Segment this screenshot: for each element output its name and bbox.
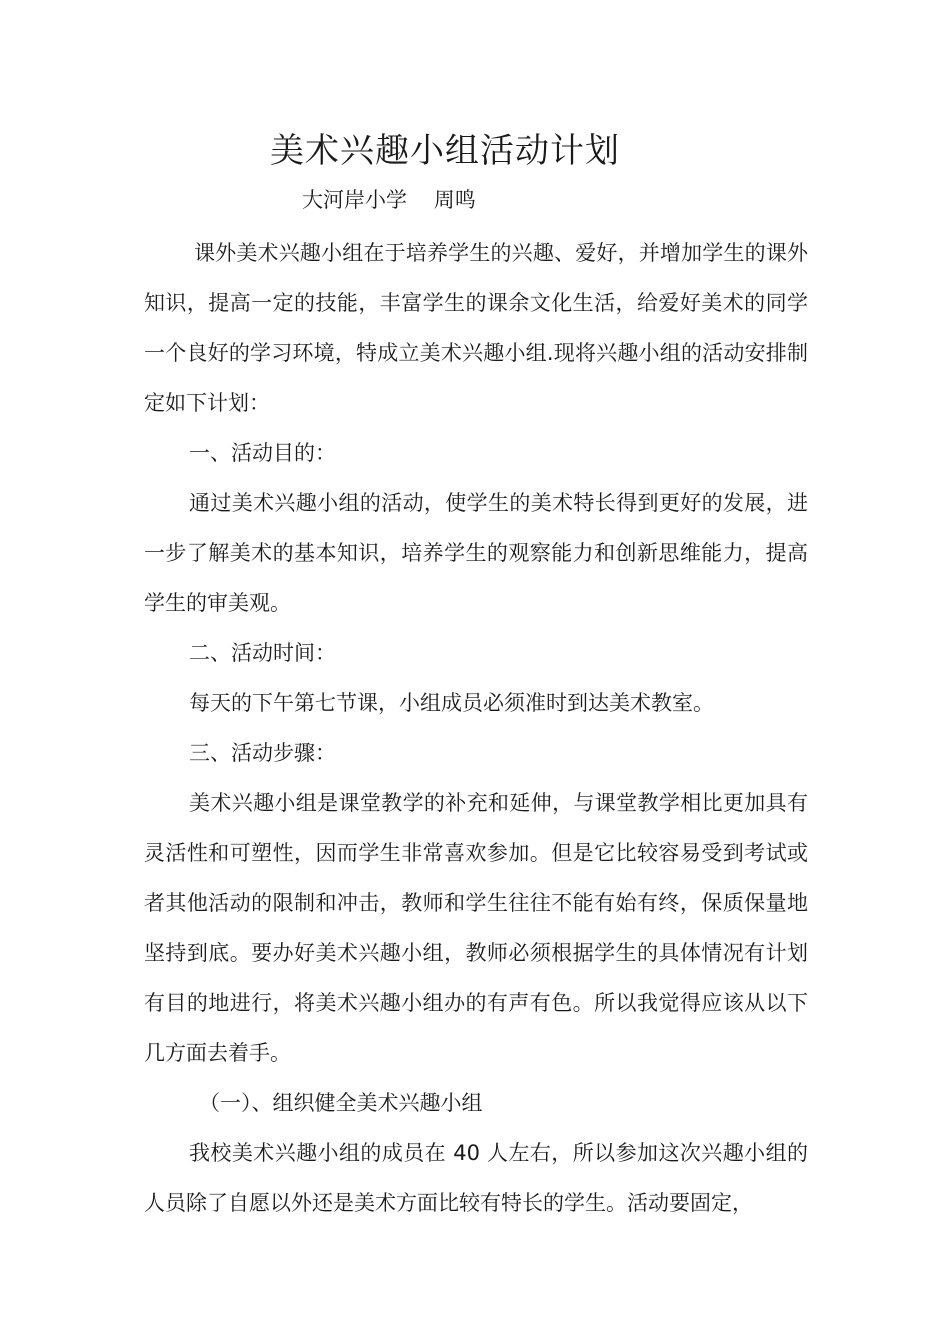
section-heading-goal: 一、活动目的：: [189, 441, 336, 465]
section-paragraph-goal: 通过美术兴趣小组的活动，使学生的美术特长得到更好的发展，进一步了解美术的基本知识，培养学生的观察能力和创新思维能力，提高学生的审美观。: [144, 491, 808, 615]
subsection-heading-organize: （一）、组织健全美术兴趣小组: [199, 1091, 483, 1115]
section-paragraph-time: 每天的下午第七节课，小组成员必须准时到达美术教室。: [189, 691, 714, 715]
section-paragraph-steps: 美术兴趣小组是课堂教学的补充和延伸，与课堂教学相比更加具有灵活性和可塑性，因而学生非常喜欢参加。但是它比较容易受到考试或者其他活动的限制和冲击，教师和学生往往不能有始有终，保质保量地坚持到底。要办好美术兴趣小组，教师必须根据学生的具体情况有计划有目的地进行，将美术兴趣小组办的有声有色。所以我觉得应该从以下几方面去着手。: [144, 791, 808, 1065]
section-heading-time: 二、活动时间：: [189, 641, 336, 665]
document-body: [144, 228, 808, 1228]
intro-paragraph: 课外美术兴趣小组在于培养学生的兴趣、爱好，并增加学生的课外知识，提高一定的技能，丰富学生的课余文化生活，给爱好美术的同学一个良好的学习环境，特成立美术兴趣小组.现将兴趣小组的活动安排制定如下计划：: [144, 241, 808, 415]
document-title: 美术兴趣小组活动计划: [270, 131, 620, 171]
author-line: 大河岸小学 周鸣: [302, 188, 476, 212]
subsection-paragraph-organize: 我校美术兴趣小组的成员在 40 人左右，所以参加这次兴趣小组的人员除了自愿以外还是美术方面比较有特长的学生。活动要固定，: [144, 1141, 808, 1215]
section-heading-steps: 三、活动步骤：: [189, 741, 336, 765]
